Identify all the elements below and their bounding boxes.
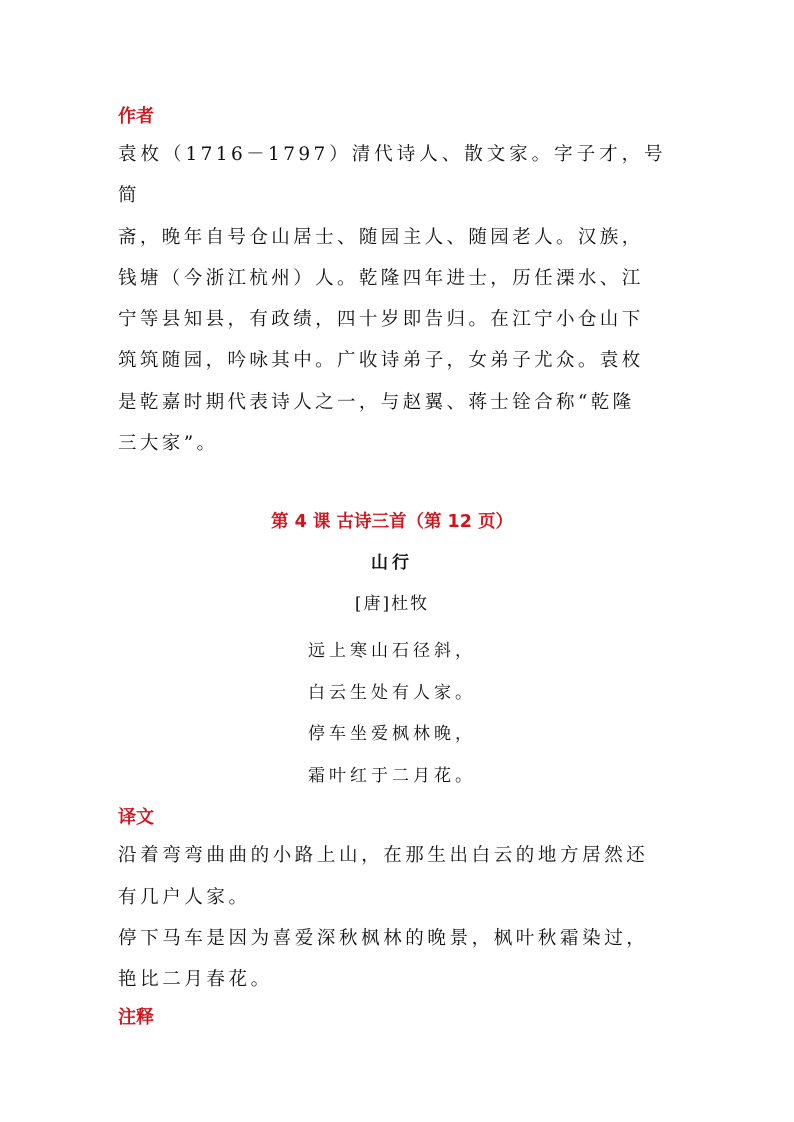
poem-line: 停车坐爱枫林晚， [308,724,476,745]
translation-heading: 译文 [118,807,154,829]
poem-author: [唐]杜牧 [354,594,430,615]
author-line: 筑筑随园，吟咏其中。广收诗弟子，女弟子尤众。袁枚 [118,350,644,372]
translation-line: 有几户人家。 [118,886,251,908]
poem-line: 霜叶红于二月花。 [308,765,476,786]
author-section [118,100,666,464]
poem-title: 山行 [371,553,413,574]
translation-line: 艳比二月春花。 [118,969,273,991]
translation-line: 沿着弯弯曲曲的小路上山，在那生出白云的地方居然还 [118,845,649,867]
notes-section [118,1001,666,1035]
author-line: 是乾嘉时期代表诗人之一，与赵翼、蒋士铨合称“乾隆 [118,391,635,413]
lesson-title: 第 4 课 古诗三首（第 12 页） [271,512,513,533]
author-line: 袁枚（1716－1797）清代诗人、散文家。字子才，号简 [118,144,666,207]
poem-line: 白云生处有人家。 [308,682,476,703]
notes-heading: 注释 [118,1006,154,1028]
poem-line: 远上寒山石径斜， [308,641,476,662]
author-line: 斋，晚年自号仓山居士、随园主人、随园老人。汉族， [118,226,644,248]
author-line: 三大家”。 [118,433,219,455]
document-page [118,100,666,1035]
translation-section [118,801,666,1000]
poem-body [118,631,666,797]
author-heading: 作者 [118,106,154,127]
translation-line: 停下马车是因为喜爱深秋枫林的晚景，枫叶秋霜染过， [118,927,649,949]
author-line: 宁等县知县，有政绩，四十岁即告归。在江宁小仓山下 [118,309,644,331]
author-line: 钱塘（今浙江杭州）人。乾隆四年进士，历任溧水、江 [118,267,644,289]
